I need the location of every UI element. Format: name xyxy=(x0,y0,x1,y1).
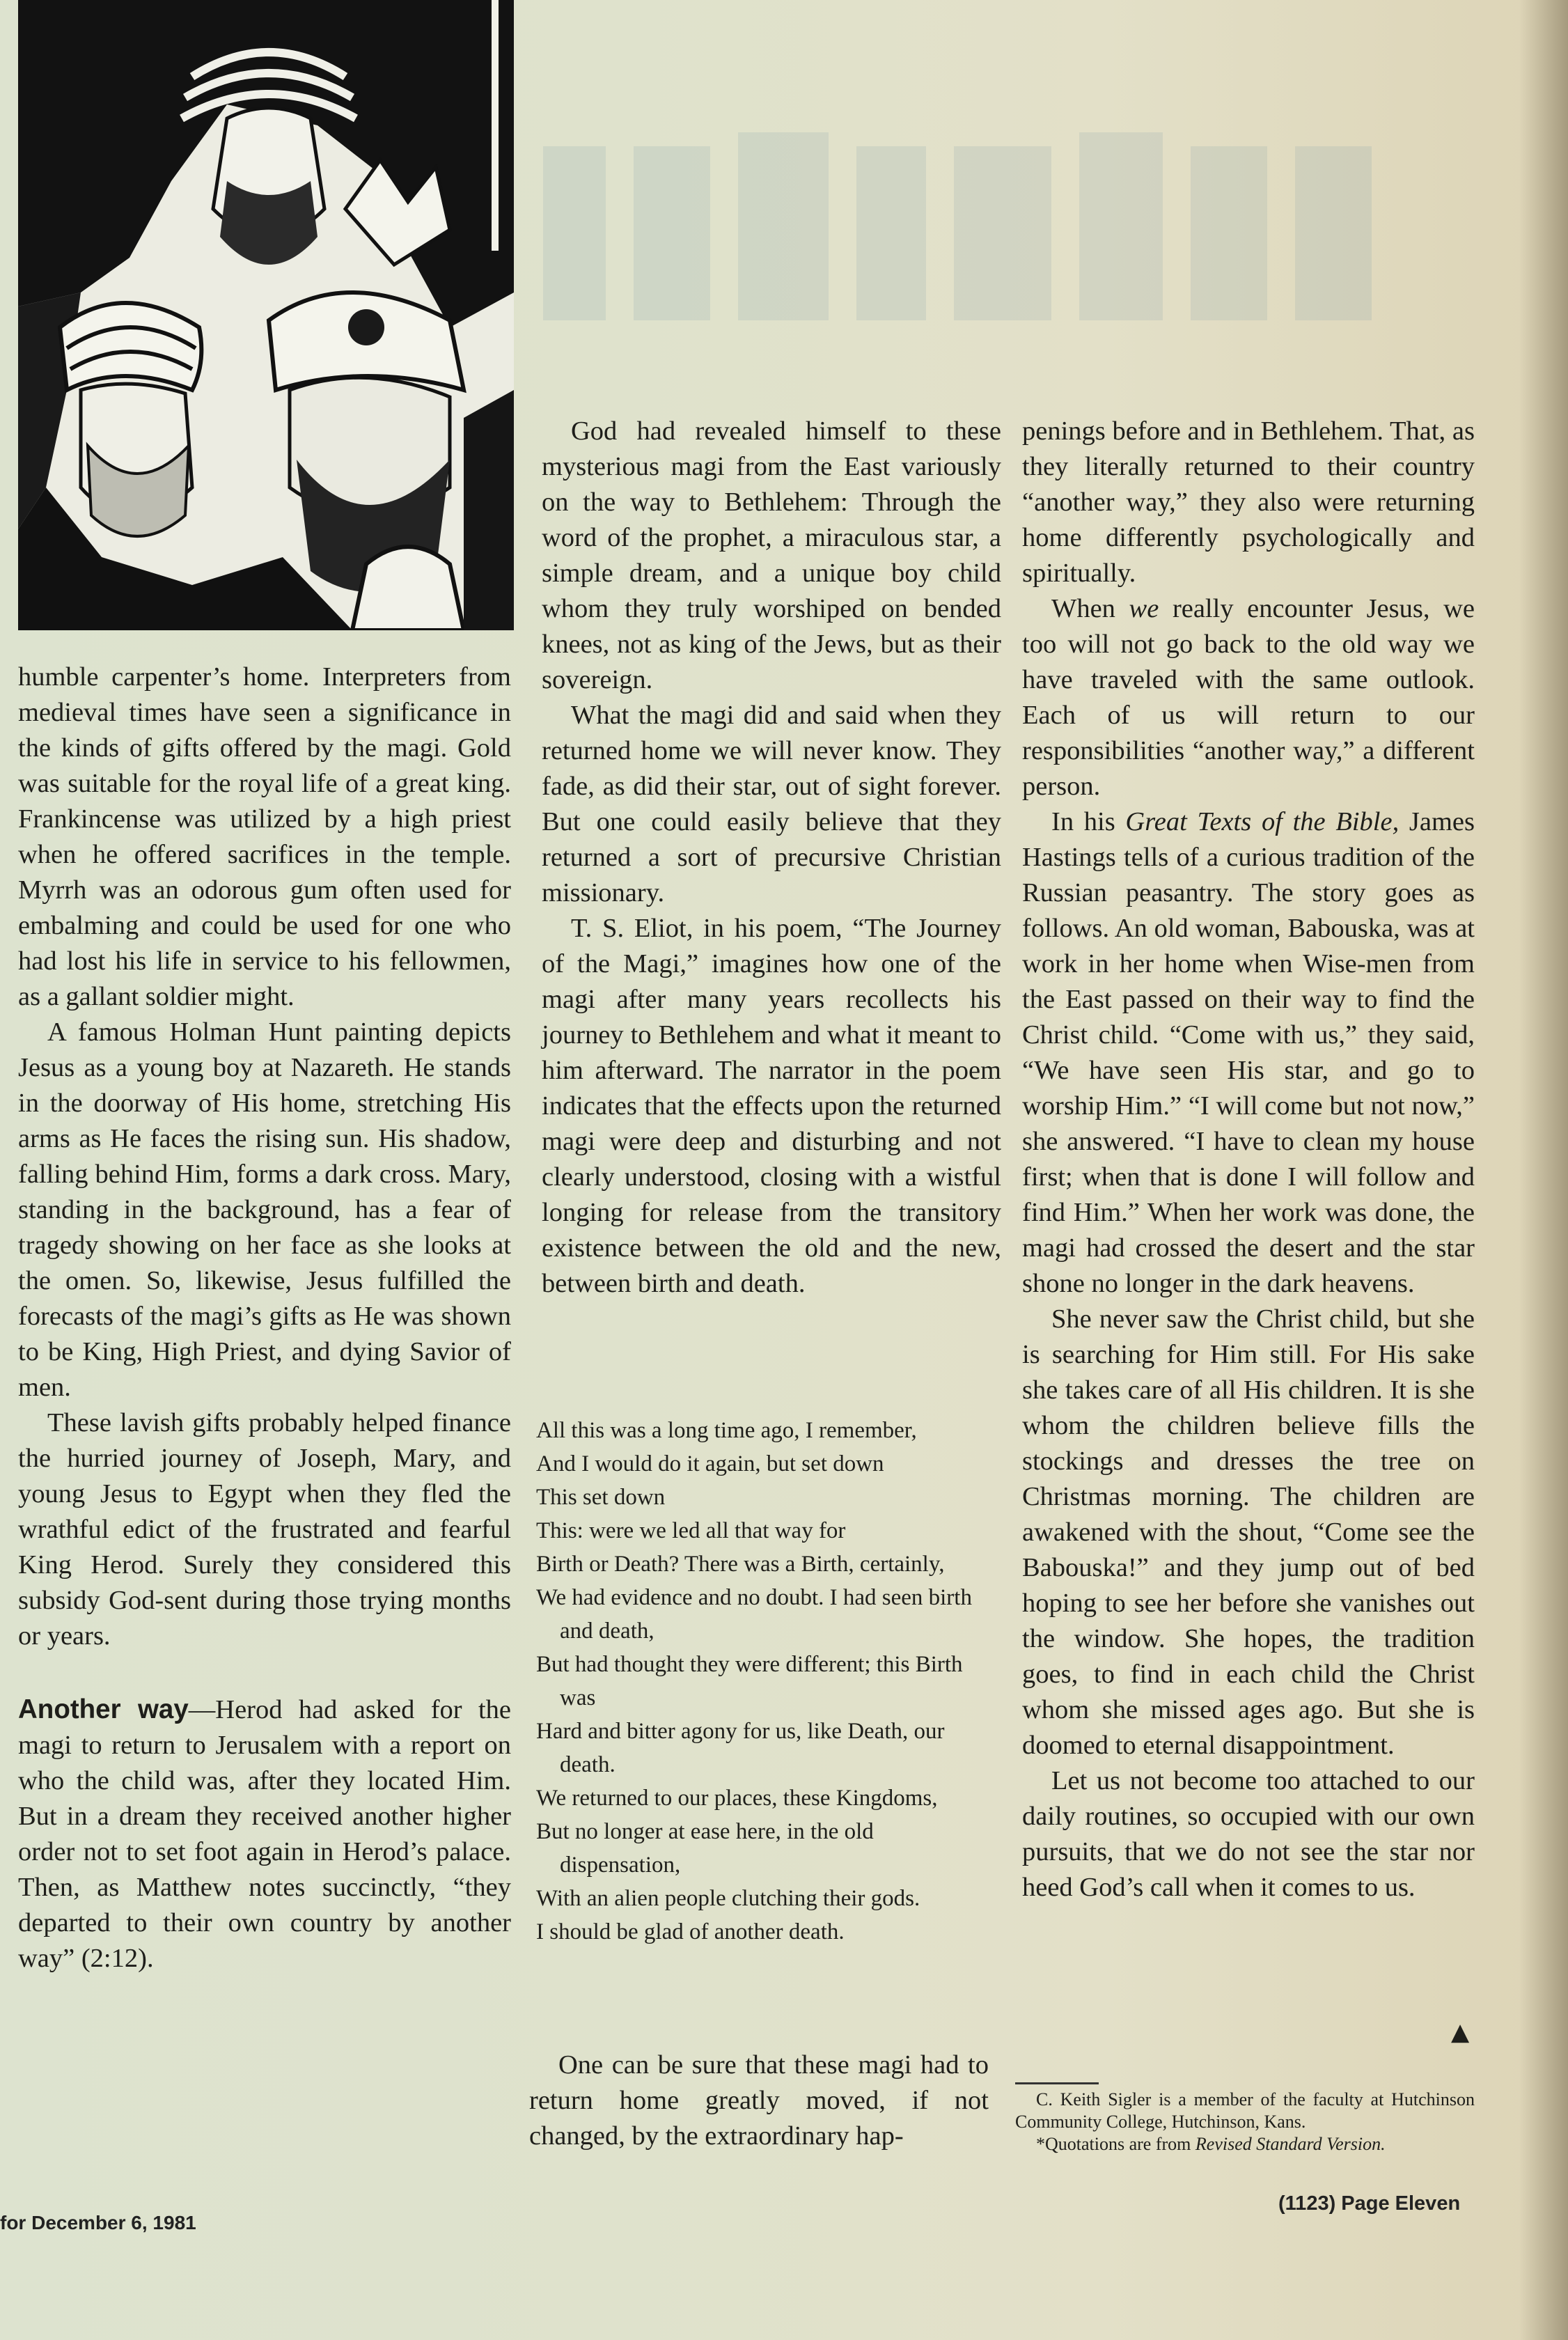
end-of-article-icon: ▲ xyxy=(1451,2018,1470,2046)
book-title: Great Texts of the Bible, xyxy=(1125,807,1400,836)
text-run: James Hastings tells of a curious tradition of the Russian peasantry. The story goes as follows. An old woman, Babouska, was at work in her home when Wise-men from the East passed on their way to find the Christ child. “Come with us,” they said, “We have seen His star, and go to worship Him.” “I will come but not now,” she answered. “I have to clean my house first; when that is done I will follow and find Him.” When her work was done, the magi had crossed the desert and the star shone no longer in the dark heavens. xyxy=(1022,807,1475,1298)
column-right xyxy=(1022,414,1475,1905)
footnotes xyxy=(1015,2082,1475,2155)
paragraph-babouska-story xyxy=(1022,804,1475,1302)
poem-line: But had thought they were different; this Birth was xyxy=(536,1652,963,1710)
poem-line: With an alien people clutching their gods. xyxy=(536,1886,920,1911)
poem-line: And I would do it again, but set down xyxy=(536,1451,884,1476)
paragraph-closing: Let us not become too attached to our daily routines, so occupied with our own pursuits, that we do not see the star nor heed God’s call when it comes to us. xyxy=(1022,1766,1475,1902)
paragraph-encounter-jesus xyxy=(1022,591,1475,804)
page-edge-shadow xyxy=(1519,0,1568,2340)
poem-line: Birth or Death? There was a Birth, certainly, xyxy=(536,1552,945,1577)
section-heading-another-way: Another way xyxy=(18,1694,189,1724)
paragraph-god-revealed: God had revealed himself to these mysterious magi from the East variously on the way to Bethlehem: Through the word of the prophet, a miraculous star, a simple dream, and a unique boy child whom they truly worshiped on bended knees, not as king of the Jews, but as their sovereign. xyxy=(542,416,1001,694)
three-magi-illustration xyxy=(18,0,514,630)
poem-line: This set down xyxy=(536,1485,666,1510)
author-note: C. Keith Sigler is a member of the faculty at Hutchinson Community College, Hutchinson, Kans. xyxy=(1015,2089,1475,2132)
poem-line: We returned to our places, these Kingdoms, xyxy=(536,1786,938,1811)
text-run: *Quotations are from xyxy=(1036,2134,1195,2154)
page-number: (1123) Page Eleven xyxy=(1278,2192,1461,2215)
text-run: really encounter Jesus, we too will not go back to the old way we have traveled with the same outlook. Each of us will return to our responsibilities “another way,” a different person. xyxy=(1022,594,1475,801)
poem-line: Hard and bitter agony for us, like Death, our death. xyxy=(536,1719,945,1777)
poem-line: We had evidence and no doubt. I had seen birth and death, xyxy=(536,1585,972,1644)
text-run: When xyxy=(1051,594,1129,623)
poem-line: I should be glad of another death. xyxy=(536,1919,845,1944)
column-middle-bottom xyxy=(529,2048,989,2154)
paragraph-return-home: One can be sure that these magi had to return home greatly moved, if not changed, by the extraordinary hap- xyxy=(529,2050,989,2151)
paragraph-holman-hunt: A famous Holman Hunt painting depicts Jesus as a young boy at Nazareth. He stands in the doorway of His home, stretching His arms as He faces the rising sun. His shadow, falling behind Him, forms a dark cross. Mary, standing in the background, has a fear of tragedy showing on her face as she looks at the omen. So, likewise, Jesus fulfilled the forecasts of the magi’s gifts as He was shown to be King, High Priest, and dying Savior of men. xyxy=(18,1017,511,1402)
version-title: Revised Standard Version. xyxy=(1195,2134,1386,2154)
poem-line: This: were we led all that way for xyxy=(536,1518,846,1543)
paragraph-gifts-meaning: humble carpenter’s home. Interpreters from medieval times have seen a significance in the kinds of gifts offered by the magi. Gold was suitable for the royal life of a great king. Frankincense was utilized by a high priest when he offered sacrifices in the temple. Myrrh was an odorous gum often used for embalming and could be used for one who had lost his life in service to his fellowmen, as a gallant soldier might. xyxy=(18,662,511,1011)
paragraph-ts-eliot: T. S. Eliot, in his poem, “The Journey of the Magi,” imagines how one of the magi after many years recollects his journey to Bethlehem and what it meant to him afterward. The narrator in the poem indicates that the effects upon the returned magi were deep and disturbing and not clearly understood, closing with a wistful longing for release from the transitory existence between the old and the new, between birth and death. xyxy=(542,914,1001,1298)
paragraph-babouska-searching: She never saw the Christ child, but she is searching for Him still. For His sake she takes care of all His children. It is she whom the children believe fills the stockings and dresses the tree on Christmas morning. The children are awakened with the shout, “Come see the Babouska!” and they jump out of bed hoping to see her before she vanishes out the window. She hopes, the tradition goes, to find in each child the Christ whom she missed ages ago. But she is doomed to eternal disappointment. xyxy=(1022,1304,1475,1760)
text-run: In his xyxy=(1051,807,1126,836)
quotation-note xyxy=(1015,2133,1475,2155)
paragraph-lavish-gifts: These lavish gifts probably helped finance the hurried journey of Joseph, Mary, and young Jesus to Egypt when they fled the wrathful edict of the frustrated and fearful King Herod. Surely they considered this subsidy God-sent during those trying months or years. xyxy=(18,1408,511,1651)
poem-line: But no longer at ease here, in the old dispensation, xyxy=(536,1819,874,1878)
faded-title-ghost xyxy=(529,104,1393,355)
emphasis-text: we xyxy=(1129,594,1159,623)
issue-date: for December 6, 1981 xyxy=(0,2212,196,2233)
paragraph-happenings: penings before and in Bethlehem. That, as they literally returned to their country “another way,” they also were returning home differently psychologically and spiritually. xyxy=(1022,416,1475,588)
poem-journey-of-the-magi xyxy=(536,1414,999,1949)
poem-line: All this was a long time ago, I remember, xyxy=(536,1418,917,1443)
column-middle xyxy=(542,414,1001,1302)
paragraph-another-way-text: —Herod had asked for the magi to return to Jerusalem with a report on who the child was, after they located Him. But in a dream they received another higher order not to set foot again in Herod’s palace. Then, as Matthew notes succinctly, “they departed to their own country by another way” (2:12). xyxy=(18,1695,512,1973)
paragraph-another-way xyxy=(18,1692,511,1976)
footnote-divider xyxy=(1015,2082,1099,2084)
magi-engraving-icon xyxy=(18,0,514,630)
column-left xyxy=(18,660,511,1976)
paragraph-magi-returned: What the magi did and said when they returned home we will never know. They fade, as did their star, out of sight forever. But one could easily believe that they returned a sort of precursive Christian missionary. xyxy=(542,701,1001,907)
